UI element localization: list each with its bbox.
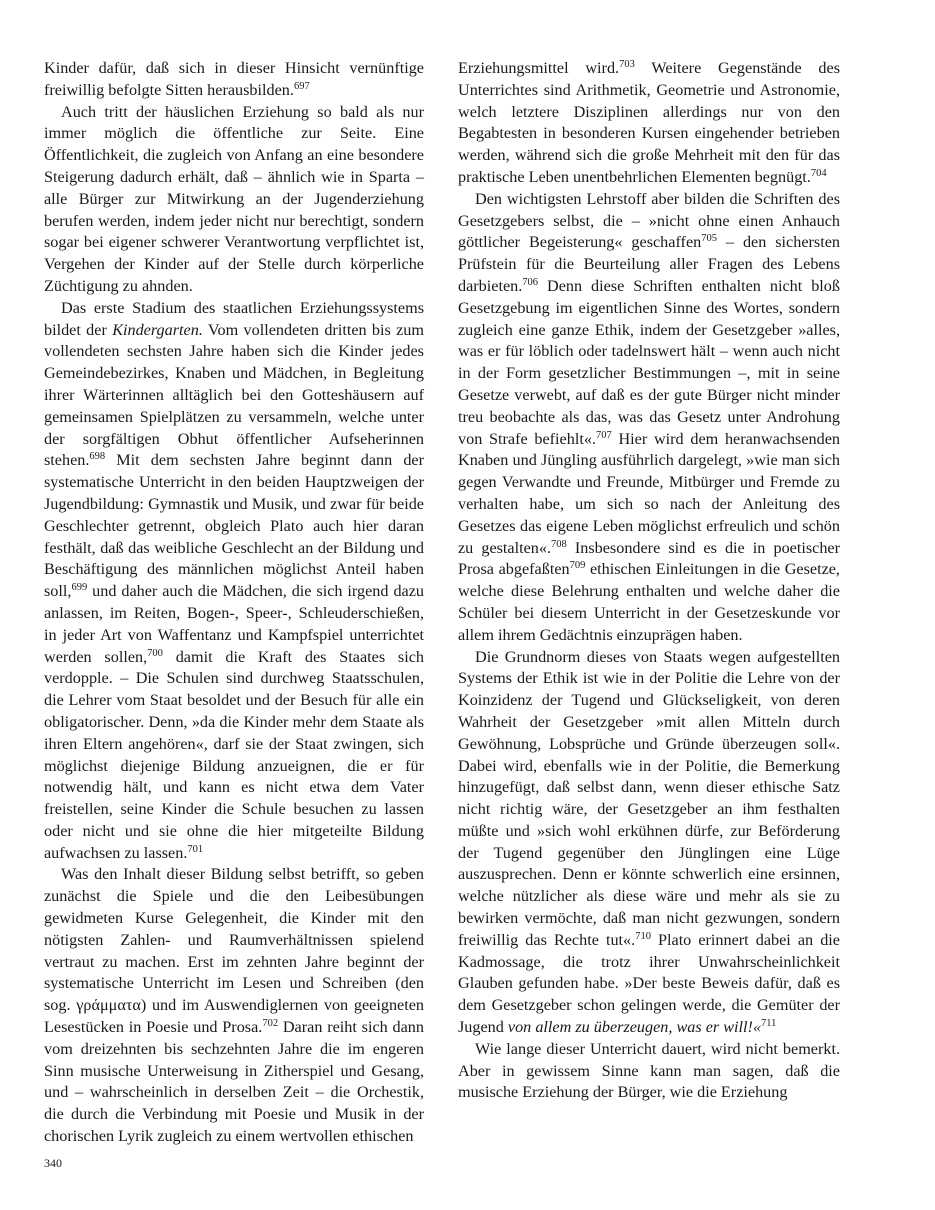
footnote-ref: 705: [701, 233, 717, 245]
footnote-ref: 698: [89, 451, 106, 463]
paragraph: [458, 58, 840, 189]
page-number: 340: [44, 1156, 62, 1170]
text-run: damit die Kraft des Staates sich verdopple. – Die Schulen sind durchweg Staatsschulen, die Lehrer vom Staat besoldet und der Besuch für alle ein obligatorischer. Denn, »da die Kinder mehr dem Staate als ihren Eltern angehören«, darf sie der Staat zwingen, sich möglichst diejenige Bildung anzueignen, die er für notwendig hält, und kann es nicht etwa dem Vater freistellen, seine Kinder die Schule besuchen zu lassen oder nicht und sie ohne die hier mitgeteilte Bildung aufwachsen zu lassen.: [44, 647, 424, 862]
paragraph: [44, 102, 424, 298]
footnote-ref: 708: [551, 538, 567, 550]
text-run: ethischen Einleitungen in die Gesetze, welche diese Belehrung enthalten und welche daher die Schüler bei diesem Unterricht in der Gesetzeskunde vor allem ihrem Gedächtnis einzuprägen haben.: [458, 560, 840, 644]
text-run: Kinder dafür, daß sich in dieser Hinsicht vernünftige freiwillig befolgte Sitten herausbilden.: [44, 59, 424, 99]
footnote-ref: 711: [761, 1018, 777, 1030]
text-run: Auch tritt der häuslichen Erziehung so bald als nur immer möglich die öffentliche zur Seite. Eine Öffentlichkeit, die zugleich von Anfang an eine besondere Steigerung dadurch erhält, daß – ähnlich wie in Sparta – alle Bürger zur Mitwirkung an der Jugenderziehung berufen werden, indem jeder nicht nur berechtigt, sondern sogar bei eigener schwerer Verantwortung verpflichtet ist, Vergehen der Kinder auf der Stelle durch körperliche Züchtigung zu ahnden.: [44, 102, 424, 295]
footnote-ref: 699: [71, 582, 88, 594]
paragraph: [44, 864, 424, 1147]
footnote-ref: 697: [293, 80, 310, 92]
text-run: Was den Inhalt dieser Bildung selbst betrifft, so geben zunächst die Spiele und die den Leibesübungen gewidmeten Kurse Gelegenheit, die Kinder mit den nötigsten Zahlen- und Raumverhältnissen spielend vertraut zu machen. Erst im zehnten Jahre beginnt der systematische Unterricht im Lesen und Schreiben (den sog. γράμματα) und im Auswendiglernen von geeigneten Lesestücken in Poesie und Prosa.: [44, 865, 424, 1037]
text-run: und daher auch die Mädchen, die sich irgend dazu anlassen, im Reiten, Bogen-, Speer-, Schleuderschießen, in jeder Art von Waffentanz und Kampfspiel unterrichtet werden sollen,: [44, 582, 424, 666]
footnote-ref: 707: [595, 429, 612, 441]
italic-text: Kindergarten.: [112, 320, 203, 339]
text-run: Die Grundnorm dieses von Staats wegen aufgestellten Systems der Ethik ist wie in der Politie die Lehre von der Koinzidenz der Tugend und Glückseligkeit, von deren Wahrheit der Gesetzgeber »mit allen Mitteln durch Gewöhnung, Lobsprüche und Gründe überzeugen soll«. Dabei wird, ebenfalls wie in der Politie, die Bemerkung hinzugefügt, daß selbst dann, wenn dieser ethische Satz nicht richtig wäre, der Gesetzgeber an ihm festhalten müßte und »sich wohl erkühnen dürfe, zur Beförderung der Tugend gegenüber den Jünglingen eine Lüge auszusprechen. Denn er könnte schwerlich eine ersinnen, welche nützlicher als diese wäre und mehr als sie zu bewirken vermöchte, daß man nicht gezwungen, sondern freiwillig das Rechte tut«.: [458, 647, 840, 949]
text-run: – den sichersten Prüfstein für die Beurteilung aller Fragen des Lebens darbieten.: [458, 233, 840, 295]
text-run: Insbesondere sind es die in poetischer Prosa abgefaßten: [458, 538, 840, 579]
footnote-ref: 710: [635, 930, 651, 942]
footnote-ref: 706: [522, 276, 539, 288]
italic-text: von allem zu überzeugen, was er will!«: [507, 1018, 762, 1037]
paragraph: [44, 58, 424, 102]
text-run: Mit dem sechsten Jahre beginnt dann der systematische Unterricht in den beiden Hauptzweigen der Jugendbildung: Gymnastik und Musik, und zwar für beide Geschlechter getrennt, obgleich Plato auch hier daran festhält, daß das weibliche Geschlecht an der Bildung und Beschäftigung des männlichen möglichst Anteil haben soll,: [44, 451, 424, 601]
text-run: Weitere Gegenstände des Unterrichtes sind Arithmetik, Geometrie und Astronomie, welch letztere Disziplinen allerdings nur von den Begabtesten in besonderen Kursen eingehender betrieben werden, während sich die große Mehrheit mit den für das praktische Leben unentbehrlichen Elementen begnügt.: [458, 59, 840, 186]
text-run: Das erste Stadium des staatlichen Erziehungssystems bildet der: [44, 298, 424, 339]
text-run: Plato erinnert dabei an die Kadmossage, die trotz ihrer Unwahrscheinlichkeit Glauben gefunden habe. »Der beste Beweis dafür, daß es dem Gesetzgeber schon gelingen werde, die Gemüter der Jugend: [458, 930, 840, 1037]
paragraph: [458, 1039, 840, 1104]
text-run: Hier wird dem heranwachsenden Knaben und Jüngling ausführlich dargelegt, »wie man sich gegen Verwandte und Freunde, Mitbürger und Fremde zu verhalten habe, um sich so nach der Anleitung des Gesetzes das eigene Leben möglichst erfreulich und schön zu gestalten«.: [458, 429, 841, 557]
text-run: Wie lange dieser Unterricht dauert, wird nicht bemerkt. Aber in gewissem Sinne kann man sagen, daß die musische Erziehung der Bürger, wie die Erziehung: [458, 1039, 840, 1102]
footnote-ref: 704: [810, 167, 827, 179]
text-run: Daran reiht sich dann vom dreizehnten bis sechzehnten Jahre die im engeren Sinn musische Unterweisung in Zitherspiel und Gesang, und – wahrscheinlich in derselben Zeit – die Orchestik, die durch die Verbindung mit Poesie und Musik in der chorischen Lyrik zugleich zu einem wertvollen ethischen: [44, 1018, 424, 1146]
footnote-ref: 703: [619, 59, 635, 70]
text-run: Den wichtigsten Lehrstoff aber bilden die Schriften des Gesetzgebers selbst, die – »nicht ohne einen Anhauch göttlicher Begeisterung« geschaffen: [458, 189, 840, 252]
text-run: Denn diese Schriften enthalten nicht bloß Gesetzgebung im eigentlichen Sinne des Wortes, sondern zugleich eine ganze Ethik, indem der Gesetzgeber »alles, was er für löblich oder tadelnswert hält – wenn auch nicht in der Form gesetzlicher Bestimmungen –, mit in seine Gesetze verwebt, auf daß es der gute Bürger nicht minder treu beobachte als das, was das Gesetz unter Androhung von Strafe befiehlt«.: [458, 276, 840, 448]
footnote-ref: 701: [187, 843, 204, 855]
footnote-ref: 702: [262, 1018, 279, 1030]
paragraph: [458, 189, 840, 647]
paragraph: [458, 647, 840, 1039]
text-run: Erziehungsmittel wird.: [458, 59, 620, 77]
footnote-ref: 709: [569, 560, 586, 572]
footnote-ref: 700: [147, 647, 163, 659]
left-text-column: [44, 58, 424, 1148]
text-run: Vom vollendeten dritten bis zum vollendeten sechsten Jahre haben sich die Kinder jedes Gemeindebezirkes, Knaben und Mädchen, in Begleitung ihrer Wärterinnen alltäglich bei den Gotteshäusern auf gemeinsamen Spielplätzen zu versammeln, welche unter der sorgfältigen Obhut öffentlicher Aufseherinnen stehen.: [44, 320, 424, 470]
paragraph: [44, 298, 424, 865]
right-text-column: [458, 58, 840, 1104]
